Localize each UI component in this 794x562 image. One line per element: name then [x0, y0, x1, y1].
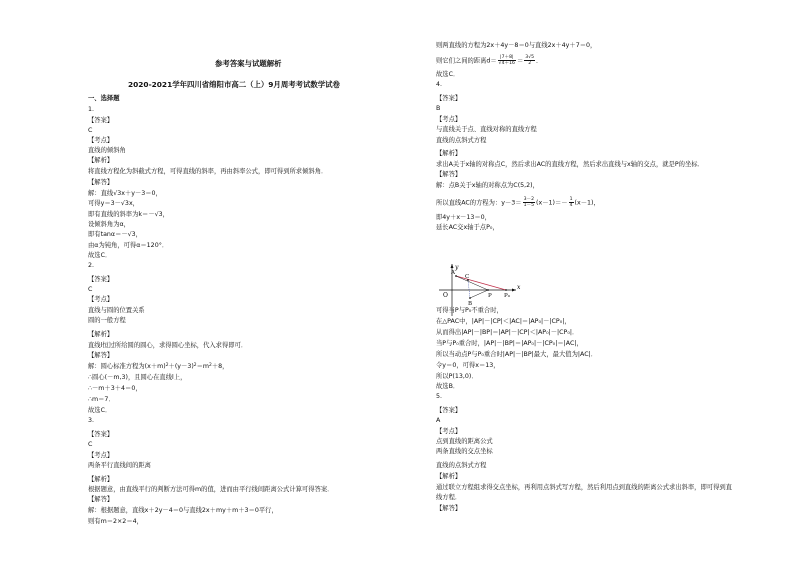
q1-number: 1. [88, 106, 95, 113]
q4-step: 所以P(13,0)． [436, 373, 478, 380]
label-a: A [451, 270, 455, 276]
q5-kaodian: 直线的点斜式方程 [436, 462, 487, 469]
y-axis-arrow [451, 264, 454, 268]
doc-title: 参考答案与试题解析 [215, 59, 282, 68]
q3-jiexi-head: 【解析】 [88, 476, 114, 483]
q2-kaodian: 直线与圆的位置关系 [88, 307, 145, 314]
q3-jiexi: 根据题意，由直线平行的判断方法可得m的值，进而由平行线间距离公式计算可得答案． [88, 486, 334, 493]
line-ap [456, 276, 488, 290]
q2-answer: C [88, 286, 93, 293]
q1-step: 由α为钝角，可得α＝120°． [88, 242, 169, 249]
q5-jiexi: 线方程． [436, 494, 462, 501]
q4-kaodian: 直线的点斜式方程 [436, 137, 487, 144]
q1-step: 解：直线√3x＋y－3＝0， [88, 190, 162, 197]
q4-step: 故选B． [436, 383, 460, 390]
q2-step: 故选C． [88, 407, 112, 414]
q4-step: 从而得出|AP|－|BP|＝|AP|－|CP|＜|AP₀|－|CP₀|． [436, 329, 579, 336]
x-axis-arrow [512, 289, 516, 292]
q4-answer: B [436, 105, 441, 112]
q3-kaodian-head: 【考点】 [88, 452, 114, 459]
q2-jiexi-head: 【解析】 [88, 331, 114, 338]
q4-step: 在△PAC中，|AP|－|CP|＜|AC|＝|AP₀|－|CP₀|， [436, 318, 571, 325]
q5-answer: A [436, 417, 441, 424]
label-b: B [468, 301, 473, 307]
q4-step: 令y＝0，可得x＝13， [436, 362, 500, 369]
q2-kaodian: 圆的一般方程 [88, 317, 126, 324]
q5-jiexi-head: 【解析】 [436, 473, 462, 480]
q4-step: 所以当动点P与P₀重合时|AP|－|BP|最大，最大值为|AC|． [436, 351, 598, 358]
q1-answer: C [88, 127, 93, 134]
q1-answer-head: 【答案】 [88, 117, 114, 124]
q4-kaodian: 与直线关于点、直线对称的直线方程 [436, 126, 537, 133]
q1-step: 设倾斜角为α， [88, 221, 130, 228]
q1-step: 可得y＝3－√3x， [88, 200, 139, 207]
label-o: O [443, 292, 448, 299]
point-p0 [505, 289, 507, 291]
q2-step: ∴－m＋3＋4＝0， [88, 385, 142, 392]
q5-jieda-head: 【解答】 [436, 505, 462, 512]
q1-jiexi: 将直线方程化为斜截式方程，可得直线的斜率，再由斜率公式，即可得到所求倾斜角． [88, 168, 328, 175]
q1-step: 即有tanα＝－√3， [88, 231, 142, 238]
q4-coordinate-figure [436, 260, 536, 320]
q1-jiexi-head: 【解析】 [88, 157, 114, 164]
q5-kaodian-head: 【考点】 [436, 428, 462, 435]
label-x: x [517, 284, 521, 291]
section-heading: 一、选择题 [88, 95, 120, 102]
line-cb [468, 280, 470, 298]
q2-answer-head: 【答案】 [88, 276, 114, 283]
q2-jiexi: 直线l恒过所给圆的圆心，求得圆心坐标，代入求得即可． [88, 342, 248, 349]
label-p: P [488, 293, 492, 299]
q4-jieda-head: 【解答】 [436, 171, 462, 178]
q5-kaodian: 点到直线的距离公式 [436, 438, 493, 445]
label-p0: P₀ [504, 293, 510, 299]
q4-jiexi: 求出A关于x轴的对称点C，然后求出AC的直线方程，然后求出直线与x轴的交点，就是P的坐标． [436, 161, 704, 168]
q1-step: 故选C． [88, 252, 112, 259]
q4-number: 4. [436, 81, 443, 88]
q5-jiexi: 通过联立方程组求得交点坐标，再利用点斜式写方程，然后利用点到直线的距离公式求出斜率，即可得到直 [436, 484, 732, 491]
q4-step: 延长AC交x轴于点P₀， [436, 224, 499, 231]
q4-step: 即4y＋x－13＝0， [436, 214, 491, 221]
q3-answer: C [88, 441, 93, 448]
q5-number: 5. [436, 393, 443, 400]
point-a [455, 275, 457, 277]
q3-step: 则有m＝2×2＝4， [88, 518, 143, 525]
q4-step: 解：点B关于x轴的对称点为C(5,2)， [436, 182, 539, 189]
distance-fraction: $\frac{|7+8|}{√4+16}$ [498, 55, 515, 66]
q4-jiexi-head: 【解析】 [436, 150, 462, 157]
q1-kaodian: 直线的倾斜角 [88, 147, 126, 154]
q4-step: 可得当P与P₀不重合时， [436, 307, 503, 314]
q4-answer-head: 【答案】 [436, 95, 462, 102]
q2-step: ∴圆心(－m,3)，且圆心在直线l上， [88, 374, 187, 381]
q5-answer-head: 【答案】 [436, 407, 462, 414]
doc-subtitle: 2020-2021学年四川省绵阳市高二（上）9月周考考试数学试卷 [128, 80, 340, 89]
q2-kaodian-head: 【考点】 [88, 296, 114, 303]
q1-kaodian-head: 【考点】 [88, 137, 114, 144]
line-ac-extended [456, 276, 506, 290]
label-c: C [465, 274, 470, 280]
q2-number: 2. [88, 262, 95, 269]
q3-cont-distance: 则它们之间的距离d＝ $\frac{|7+8|}{√4+16}$ ＝ $\frac{3√5}{2}$ ． [436, 55, 543, 66]
q5-kaodian: 两条直线的交点坐标 [436, 448, 493, 455]
result-fraction: $\frac{3√5}{2}$ [525, 55, 535, 66]
q2-step-equation: 解：圆心标准方程为$(x+m)^2+(y-3)^2=m^2+8$， [88, 363, 229, 370]
q2-step: ∴m＝7． [88, 396, 115, 403]
q1-jieda-head: 【解答】 [88, 179, 114, 186]
q2-jieda-head: 【解答】 [88, 352, 114, 359]
q3-step: 解：根据题意，直线x＋2y－4＝0与直线2x＋my＋m＋3＝0平行， [88, 507, 278, 514]
q3-cont-line: 则两直线的方程为2x＋4y－8＝0与直线2x＋4y＋7＝0， [436, 42, 597, 49]
q3-jieda-head: 【解答】 [88, 496, 114, 503]
point-b [469, 297, 471, 299]
point-p [487, 289, 489, 291]
q4-step-line-ac: 所以直线AC的方程为：y－3＝ $\frac{3-2}{1-5}$ (x－1)＝－ $\frac{1}{4}$ (x－1)， [436, 197, 600, 208]
line-bp [470, 290, 488, 298]
q3-cont-end: 故选C． [436, 71, 460, 78]
q4-kaodian-head: 【考点】 [436, 116, 462, 123]
q3-answer-head: 【答案】 [88, 431, 114, 438]
q4-step: 当P与P₀重合时，|AP|－|BP|＝|AP₀|－|CP₀|＝|AC|， [436, 340, 583, 347]
q3-kaodian: 两条平行直线间的距离 [88, 462, 151, 469]
label-y: y [455, 264, 459, 271]
q1-step: 即有直线的斜率为k＝－√3， [88, 211, 169, 218]
q3-number: 3. [88, 417, 95, 424]
